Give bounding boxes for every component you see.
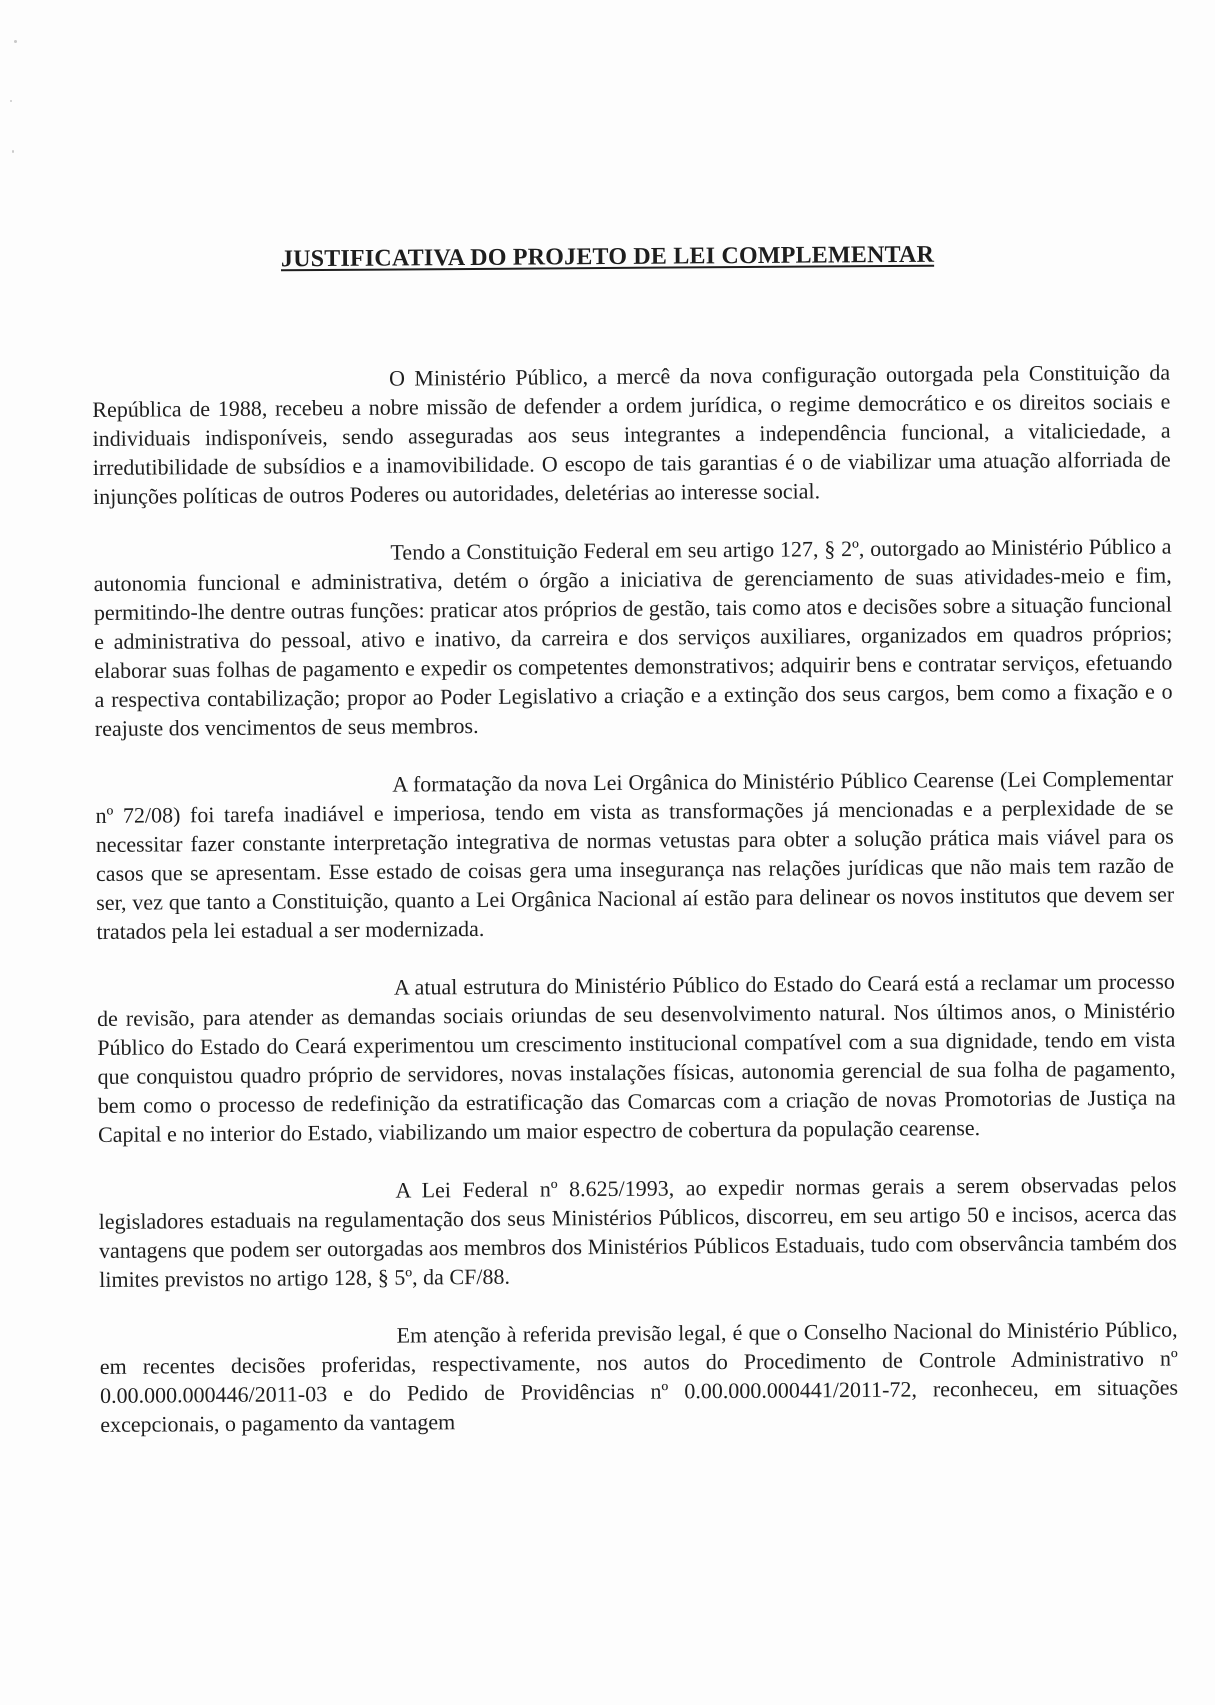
paragraph-6: Em atenção à referida previsão legal, é que o Conselho Nacional do Ministério Público, em recentes decisões proferidas, respectivamente, nos autos do Procedimento de Controle Administrativo nº 0.00.000.000446/2011-03 e do Pedido de Providências nº 0.00.000.000441/2011-72, reconheceu, em situações excepcionais, o pagamento da vantagem [99,1316,1179,1437]
paragraph-2: Tendo a Constituição Federal em seu artigo 127, § 2º, outorgado ao Ministério Público a autonomia funcional e administrativa, detém o órgão a iniciativa de gerenciamento de suas atividades-meio e fim, permitindo-lhe dentre outras funções: praticar atos próprios de gestão, tais como atos e decisões sobre a situação funcional e administrativa do pessoal, ativo e inativo, da carreira e dos serviços auxiliares, organizados em quadros próprios; elaborar suas folhas de pagamento e expedir os competentes demonstrativos; adquirir bens e contratar serviços, efetuando a respectiva contabilização; propor ao Poder Legislativo a criação e a extinção dos seus cargos, bem como a fixação e o reajuste dos vencimentos de seus membros. [93,533,1173,741]
paragraph-4: A atual estrutura do Ministério Público do Estado do Ceará está a reclamar um processo de revisão, para atender as demandas sociais oriundas de seu desenvolvimento natural. Nos últimos anos, o Ministério Público do Estado do Ceará experimentou um crescimento institucional compatível com a sua dignidade, tendo em vista que conquistou quadro próprio de servidores, novas instalações físicas, autonomia gerencial de sua folha de pagamento, bem como o processo de redefinição da estratificação das Comarcas com a criação de novas Promotorias de Justiça na Capital e no interior do Estado, viabilizando um maior espectro de cobertura da população cearense. [97,968,1176,1147]
scan-speck [10,100,12,102]
scan-speck [12,150,14,153]
paragraph-1: O Ministério Público, a mercê da nova configuração outorgada pela Constituição da República de 1988, recebeu a nobre missão de defender a ordem jurídica, o regime democrático e os direitos sociais e individuais indisponíveis, sendo asseguradas aos seus integrantes a independência funcional, a vitaliciedade, a irredutibilidade de subsídios e a inamovibilidade. O escopo de tais garantias é o de viabilizar uma atuação alforriada de injunções políticas de outros Poderes ou autoridades, deletérias ao interesse social. [92,359,1171,509]
paragraph-3: A formatação da nova Lei Orgânica do Ministério Público Cearense (Lei Complementar nº 72/08) foi tarefa inadiável e imperiosa, tendo em vista as transformações já mencionadas e a perplexidade de se necessitar fazer constante interpretação integrativa de normas vetustas para obter a solução prática mais viável para os casos que se apresentam. Esse estado de coisas gera uma insegurança nas relações jurídicas que não mais tem razão de ser, vez que tanto a Constituição, quanto a Lei Orgânica Nacional aí estão para delinear os novos institutos que devem ser tratados pela lei estadual a ser modernizada. [95,765,1175,944]
scan-speck [14,40,17,43]
paragraph-5: A Lei Federal nº 8.625/1993, ao expedir normas gerais a serem observadas pelos legisladores estaduais na regulamentação dos seus Ministérios Públicos, discorreu, em seu artigo 50 e incisos, acerca das vantagens que podem ser outorgadas aos membros dos Ministérios Públicos Estaduais, tudo com observância também dos limites previstos no artigo 128, § 5º, da CF/88. [98,1171,1178,1292]
document-body [92,358,1178,1439]
document-title: JUSTIFICATIVA DO PROJETO DE LEI COMPLEMENTAR [280,241,935,273]
